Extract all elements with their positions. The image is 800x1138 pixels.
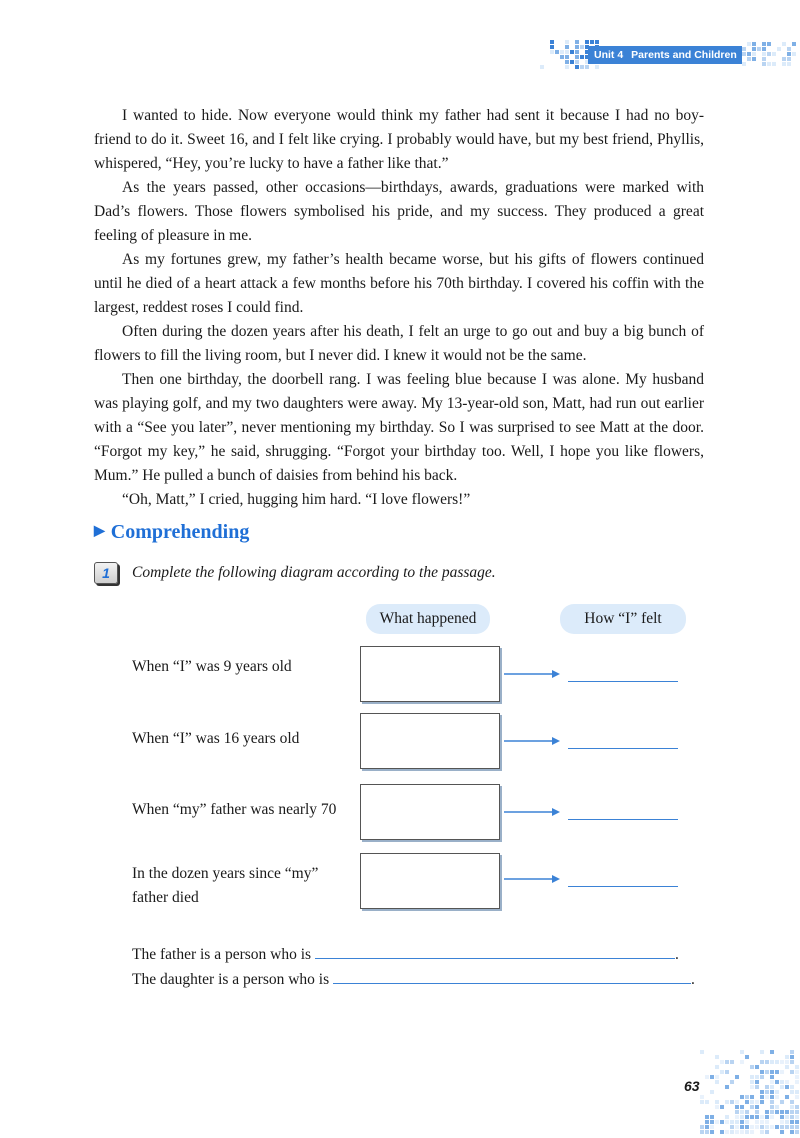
arrow-right-icon	[504, 736, 560, 746]
passage-paragraph: Often during the dozen years after his death, I felt an urge to go out and buy a big bunch of flowers to fill the living room, but I never did. I knew it would not be the same.	[94, 323, 704, 364]
summary-prefix: The father is a person who is	[132, 946, 312, 963]
exercise-instruction: Complete the following diagram according to the passage.	[132, 564, 496, 581]
diagram-row-label: In the dozen years since “my” father died	[132, 865, 319, 906]
what-happened-answer-box[interactable]	[360, 713, 500, 769]
section-title-text: Comprehending	[110, 521, 250, 543]
diagram-row-label: When “I” was 16 years old	[132, 730, 300, 747]
reading-passage	[94, 104, 704, 512]
summary-prefix: The daughter is a person who is	[132, 971, 330, 988]
feeling-answer-line[interactable]	[568, 886, 678, 887]
triangle-right-icon: ▶	[94, 524, 105, 539]
feeling-answer-line[interactable]	[568, 819, 678, 820]
summary-suffix: .	[674, 946, 679, 963]
unit-number: Unit 4	[594, 49, 624, 61]
what-happened-answer-box[interactable]	[360, 784, 500, 840]
what-happened-answer-box[interactable]	[360, 853, 500, 909]
summary-suffix: .	[691, 971, 695, 988]
diagram-row-label: When “my” father was nearly 70	[132, 801, 337, 818]
feeling-answer-line[interactable]	[568, 681, 678, 682]
summary-sentence-father	[132, 942, 679, 967]
header-pixel-decoration-right	[742, 42, 800, 68]
passage-paragraph: As the years passed, other occasions—birthdays, awards, graduations were marked with Dad’s flowers. Those flowers symbolised his pride, and my success. They produced a great feeling of pleasure in me.	[94, 179, 704, 244]
exercise-number-icon: 1	[94, 562, 118, 584]
passage-paragraph: I wanted to hide. Now everyone would think my father had sent it because I had no boy-friend to do it. Sweet 16, and I felt like crying. I probably would have, but my best friend, Phyllis, whispered, “Hey, you’re lucky to have a father like that.”	[94, 107, 704, 172]
unit-title: Parents and Children	[631, 49, 737, 61]
unit-header-band	[588, 46, 742, 64]
column-header-what-happened: What happened	[366, 604, 490, 634]
arrow-right-icon	[504, 874, 560, 884]
column-header-how-felt: How “I” felt	[560, 604, 686, 634]
diagram-row-label: When “I” was 9 years old	[132, 658, 292, 675]
corner-pixel-decoration	[700, 1050, 800, 1138]
arrow-right-icon	[504, 669, 560, 679]
section-title	[94, 518, 249, 546]
summary-answer-line[interactable]	[333, 967, 691, 984]
page-number: 63	[684, 1078, 700, 1094]
arrow-right-icon	[504, 807, 560, 817]
feeling-answer-line[interactable]	[568, 748, 678, 749]
what-happened-answer-box[interactable]	[360, 646, 500, 702]
passage-paragraph: Then one birthday, the doorbell rang. I was feeling blue because I was alone. My husband was playing golf, and my two daughters were away. My 13-year-old son, Matt, had run out earlier with a “See you later”, never mentioning my birthday. So I was surprised to see Matt at the door. “Forgot my key,” he said, shrugging. “Forgot your birthday too. Well, I hope you like flowers, Mum.” He pulled a bunch of daisies from behind his back.	[94, 371, 704, 484]
summary-sentence-daughter	[132, 967, 695, 992]
passage-paragraph: As my fortunes grew, my father’s health became worse, but his gifts of flowers continued until he died of a heart attack a few months before his 70th birthday. I covered his coffin with the largest, reddest roses I could find.	[94, 251, 704, 316]
passage-paragraph: “Oh, Matt,” I cried, hugging him hard. “I love flowers!”	[122, 491, 471, 508]
summary-answer-line[interactable]	[315, 942, 675, 959]
